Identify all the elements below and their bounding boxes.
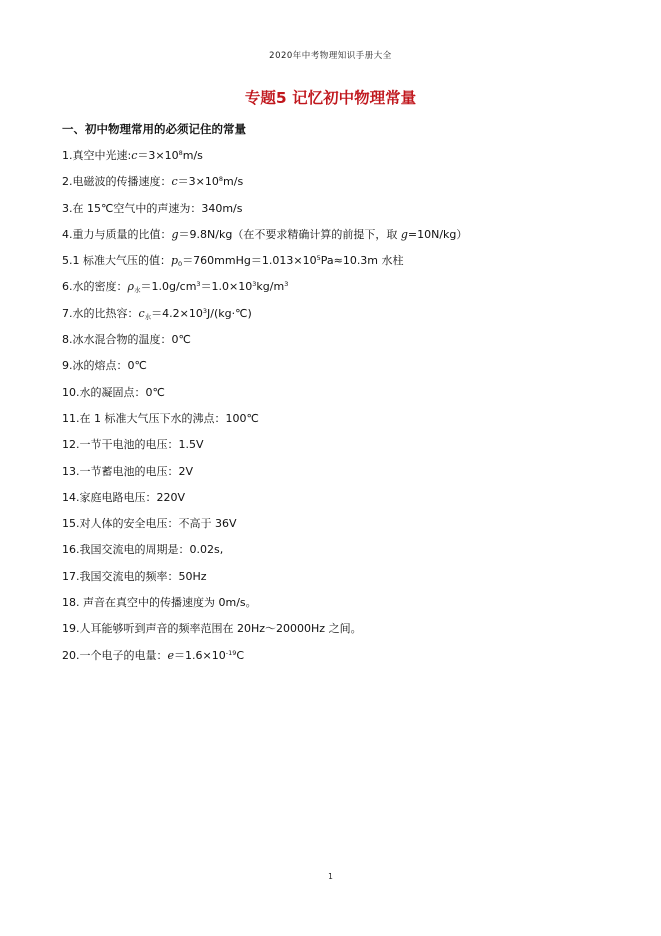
superscript: 3 — [252, 280, 257, 289]
superscript: 8 — [178, 149, 183, 157]
text: 12.一节干电池的电压：1.5V — [62, 438, 204, 452]
text: 2.电磁波的传播速度： — [62, 175, 172, 189]
text: J/(kg·℃) — [207, 306, 252, 320]
text: ＝3×10 — [177, 175, 219, 189]
constant-item — [62, 620, 622, 646]
text: m/s — [223, 175, 244, 189]
page-number: 1 — [328, 872, 333, 881]
subscript: 水 — [144, 312, 152, 321]
text: ＝760mmHg＝1.013×10 — [182, 254, 317, 268]
constant-item — [62, 173, 622, 199]
text: ＝1.0×10 — [200, 280, 253, 294]
constant-item — [62, 331, 622, 357]
symbol: c — [171, 175, 178, 189]
text: 8.冰水混合物的温度：0℃ — [62, 333, 191, 347]
text: m/s — [182, 149, 203, 162]
text: 10.水的凝固点：0℃ — [62, 385, 165, 399]
text: 20.一个电子的电量： — [62, 648, 168, 662]
constant-item — [62, 568, 622, 594]
superscript: 3 — [202, 306, 208, 315]
text: 19.人耳能够听到声音的频率范围在 20Hz～20000Hz 之间。 — [62, 622, 362, 636]
section-heading: 一、初中物理常用的必须记住的常量 — [62, 122, 246, 136]
constant-item — [62, 436, 622, 462]
text: 7.水的比热容： — [62, 306, 139, 320]
page-header: 2020年中考物理知识手册大全 — [269, 51, 392, 61]
text: 18. 声音在真空中的传播速度为 0m/s。 — [62, 596, 257, 610]
subscript: 水 — [133, 286, 141, 295]
text: kg/m — [256, 280, 285, 294]
constant-item — [62, 357, 622, 383]
constant-item — [62, 541, 622, 567]
text: 3.在 15℃空气中的声速为：340m/s — [62, 201, 243, 215]
constants-list — [62, 147, 622, 673]
constant-item — [62, 594, 622, 620]
symbol: g — [171, 227, 179, 241]
constant-item — [62, 647, 622, 673]
constant-item — [62, 410, 622, 436]
symbol: e — [167, 648, 175, 662]
text: 17.我国交流电的频率：50Hz — [62, 569, 207, 583]
text: 9.冰的熔点：0℃ — [62, 359, 147, 373]
text: 1.真空中光速: — [62, 149, 132, 162]
text: 16.我国交流电的周期是：0.02s, — [62, 543, 224, 557]
constant-item — [62, 489, 622, 515]
superscript: -19 — [225, 648, 237, 657]
text: =10N/kg） — [407, 227, 468, 241]
text: ＝9.8N/kg（在不要求精确计算的前提下，取 — [178, 227, 401, 241]
text: ＝3×10 — [137, 149, 179, 162]
constant-item — [62, 200, 622, 226]
superscript: 3 — [284, 280, 289, 289]
document-title: 专题5 记忆初中物理常量 — [244, 89, 417, 107]
text: ＝4.2×10 — [151, 306, 203, 320]
constant-item — [62, 515, 622, 541]
text: 14.家庭电路电压：220V — [62, 490, 186, 504]
text: 6.水的密度： — [62, 280, 128, 294]
symbol: p — [171, 254, 179, 268]
subscript: 0 — [178, 260, 183, 269]
text: 5.1 标准大气压的值： — [62, 254, 171, 268]
constant-item — [62, 305, 622, 331]
text: ＝1.0g/cm — [140, 280, 197, 294]
constant-item — [62, 463, 622, 489]
text: C — [236, 648, 245, 662]
constant-item — [62, 226, 622, 252]
text: 13.一节蓄电池的电压：2V — [62, 464, 194, 478]
text: ＝1.6×10 — [174, 648, 226, 662]
text: 15.对人体的安全电压：不高于 36V — [62, 517, 237, 531]
symbol: c — [131, 149, 138, 162]
symbol: ρ — [127, 280, 134, 294]
superscript: 3 — [196, 280, 201, 289]
constant-item — [62, 147, 622, 173]
text: 4.重力与质量的比值： — [62, 227, 172, 241]
symbol: c — [138, 306, 145, 320]
constant-item — [62, 278, 622, 304]
text: 11.在 1 标准大气压下水的沸点：100℃ — [62, 411, 259, 425]
superscript: 8 — [218, 175, 224, 184]
superscript: 5 — [316, 254, 321, 263]
constant-item — [62, 384, 622, 410]
constant-item — [62, 252, 622, 278]
symbol: g — [400, 227, 408, 241]
text: Pa≈10.3m 水柱 — [320, 254, 404, 268]
